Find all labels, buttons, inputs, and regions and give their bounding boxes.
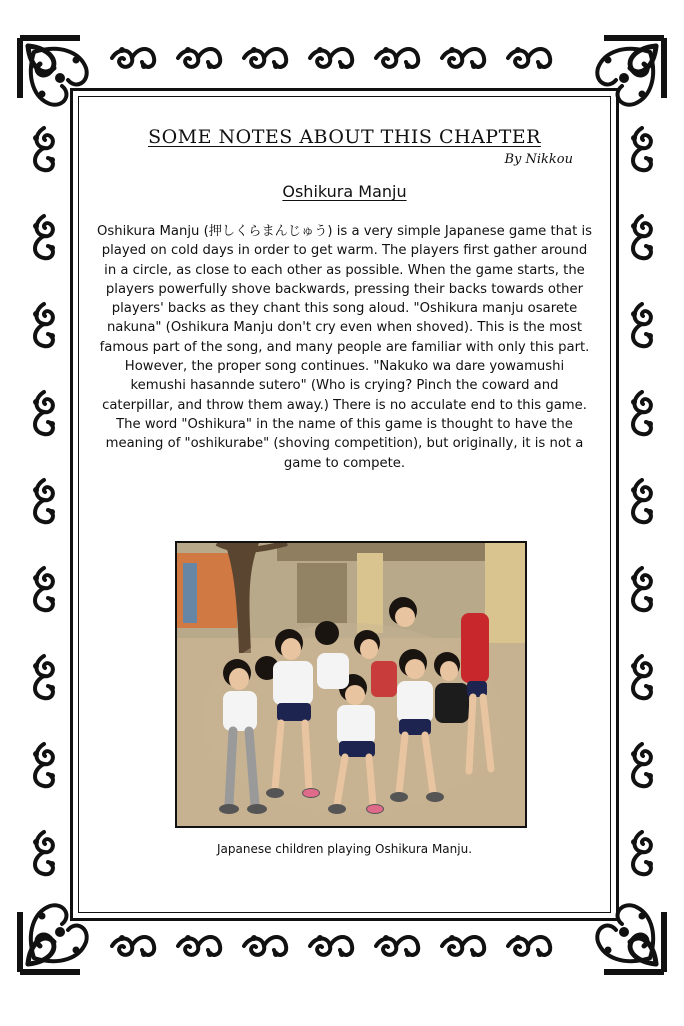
children-playing-illustration xyxy=(177,543,525,826)
notes-content xyxy=(78,96,611,913)
chapter-notes-title-text: SOME NOTES ABOUT THIS CHAPTER xyxy=(148,126,541,148)
photo-caption: Japanese children playing Oshikura Manju. xyxy=(216,842,473,856)
section-paragraph: Oshikura Manju (押しくらまんじゅう) is a very simple Japanese game that is played on cold days in order to get warm. The players first gather around in a circle, as close to each other as possible. When the game starts, the players powerfully shove backwards, pressing their backs towards other players' backs as they chant this song aloud. "Oshikura manju osarete nakuna" (Oshikura Manju don't cry even when shoved). This is the most famous part of the song, and many people are familiar with only this part. However, the proper song continues. "Nakuko wa dare yowamushi kemushi hasannde sutero" (Who is crying? Pinch the coward and caterpillar, and throw them away.) There is no acculate end to this game. The word "Oshikura" in the name of this game is thought to have the meaning of "oshikurabe" (shoving competition), but originally, it is not a game to compete. xyxy=(97,224,592,471)
section-heading-text: Oshikura Manju xyxy=(282,182,407,201)
author-byline: By Nikkou xyxy=(504,152,573,167)
children-playing-photo xyxy=(175,541,527,828)
chapter-notes-title xyxy=(78,126,611,148)
section-heading xyxy=(78,182,611,201)
